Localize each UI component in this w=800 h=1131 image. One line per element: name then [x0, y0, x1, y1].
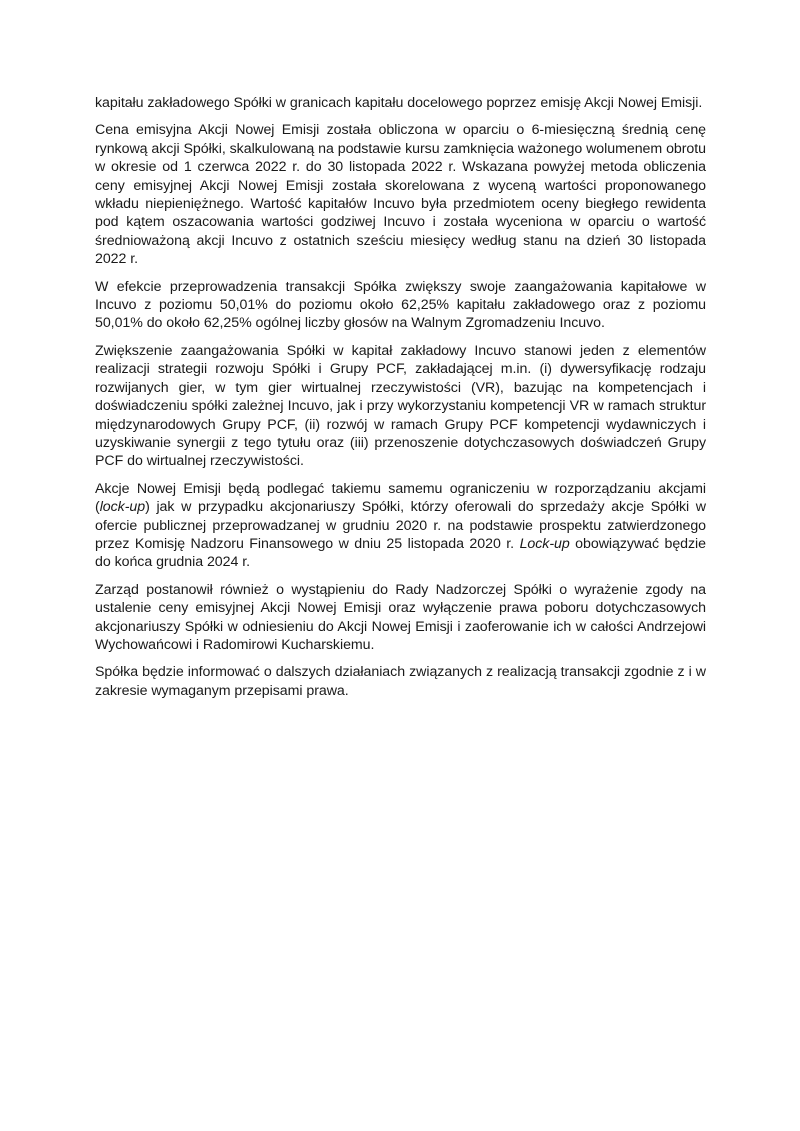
text-segment: Zwiększenie zaangażowania Spółki w kapitał zakładowy Incuvo stanowi jeden z elementów realizacji strategii rozwoju Spółki i Grupy PCF, zakładającej m.in. (i) dywersyfikację rodzaju rozwijanych gier, w tym gier wirtualnej rzeczywistości (VR), bazując na kompetencjach i doświadczeniu spółki zależnej Incuvo, jak i przy wykorzystaniu kompetencji VR w ramach struktur międzynarodowych Grupy PCF, (ii) rozwój w ramach Grupy PCF kompetencji wydawniczych i uzyskiwanie synergii z tego tytułu oraz (iii) przenoszenie dotychczasowych doświadczeń Grupy PCF do wirtualnej rzeczywistości. — [95, 342, 706, 470]
text-segment: W efekcie przeprowadzenia transakcji Spółka zwiększy swoje zaangażowania kapitałowe w Incuvo z poziomu 50,01% do poziomu około 62,25% kapitału zakładowego oraz z poziomu 50,01% do około 62,25% ogólnej liczby głosów na Walnym Zgromadzeniu Incuvo. — [95, 278, 706, 332]
italic-term-lock-up: Lock-up — [519, 535, 570, 552]
paragraph-ownership-change — [95, 278, 706, 333]
paragraph-strategy — [95, 342, 706, 471]
text-segment: Cena emisyjna Akcji Nowej Emisji została obliczona w oparciu o 6-miesięczną średnią cenę rynkową akcji Spółki, skalkulowaną na podstawie kursu zamknięcia ważonego wolumenem obrotu w okresie od 1 czerwca 2022 r. do 30 listopada 2022 r. Wskazana powyżej metoda obliczenia ceny emisyjnej Akcji Nowej Emisji została skorelowana z wyceną wartości proponowanego wkładu niepieniężnego. Wartość kapitałów Incuvo była przedmiotem oceny biegłego rewidenta pod kątem oszacowania wartości godziwej Incuvo i została wyceniona w oparciu o wartość średnioważoną akcji Incuvo z ostatnich sześciu miesięcy według stanu na dzień 30 listopada 2022 r. — [95, 122, 706, 268]
text-segment: obowiązywać będzie do końca grudnia 2024 r. — [95, 535, 707, 571]
text-segment: kapitału zakładowego Spółki w granicach kapitału docelowego poprzez emisję Akcji Nowej Emisji. — [95, 95, 703, 111]
text-segment: ) jak w przypadku akcjonariuszy Spółki, którzy oferowali do sprzedaży akcje Spółki w ofercie publicznej przeprowadzanej w grudniu 2020 r. na podstawie prospektu zatwierdzonego przez Komisję Nadzoru Finansowego w dniu 25 listopada 2020 r. — [95, 499, 706, 552]
paragraph-lock-up — [95, 480, 706, 572]
text-segment: Spółka będzie informować o dalszych działaniach związanych z realizacją transakcji zgodnie z i w zakresie wymaganym przepisami prawa. — [95, 664, 706, 699]
italic-term-lock-up: lock-up — [99, 499, 146, 516]
paragraph-capital-increase — [95, 94, 706, 112]
document-page — [95, 94, 706, 709]
paragraph-further-information — [95, 663, 706, 700]
text-segment: Zarząd postanowił również o wystąpieniu do Rady Nadzorczej Spółki o wyrażenie zgody na ustalenie ceny emisyjnej Akcji Nowej Emisji oraz wyłączenie prawa poboru dotychczasowych akcjonariuszy Spółki w odniesieniu do Akcji Nowej Emisji i zaoferowanie ich w całości Andrzejowi Wychowańcowi i Radomirowi Kucharskiemu. — [95, 581, 706, 653]
paragraph-supervisory-board — [95, 581, 706, 655]
paragraph-issue-price — [95, 121, 706, 268]
text-segment: Akcje Nowej Emisji będą podlegać takiemu samemu ograniczeniu w rozporządzaniu akcjami ( — [95, 480, 706, 516]
